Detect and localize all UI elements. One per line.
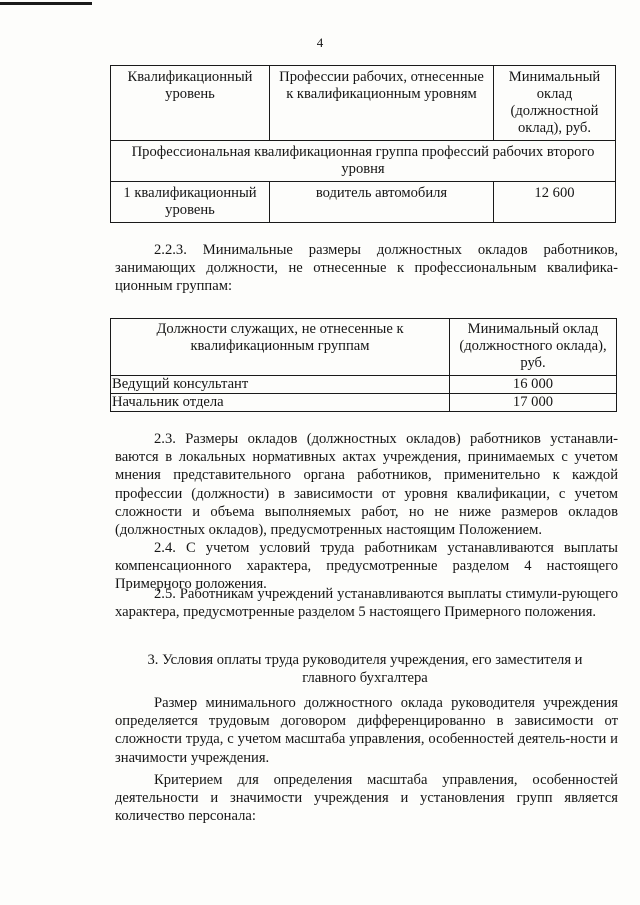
page-number: 4 — [316, 35, 324, 50]
cell-level: 1 квалификационный уровень — [111, 182, 270, 223]
section-3-title: 3. Условия оплаты труда руководителя учреждения, его заместителя и главного бухгалтера — [147, 652, 583, 687]
cell-salary: 16 000 — [450, 376, 617, 394]
paragraph-2-2-3: 2.2.3. Минимальные размеры должностных окладов работников, занимающих должности, не отнесенные к профессиональным квалифика-ционным группам: — [115, 242, 618, 295]
cell-position: Ведущий консультант — [111, 376, 450, 394]
table-header-row — [111, 66, 616, 141]
employee-salary-table — [110, 318, 617, 412]
table-row — [111, 394, 617, 412]
header-min-salary: Минимальный оклад (должностной оклад), руб. — [494, 66, 616, 141]
cell-salary: 12 600 — [494, 182, 616, 223]
table-header-row — [111, 319, 617, 376]
header-qualification-level: Квалификационный уровень — [111, 66, 270, 141]
table-row — [111, 376, 617, 394]
table-row — [111, 182, 616, 223]
header-min-salary: Минимальный оклад (должностного оклада), руб. — [450, 319, 617, 376]
paragraph-2-4: 2.4. С учетом условий труда работникам устанавливаются выплаты компенсационного характера, предусмотренные разделом 4 настоящего Примерного положения. — [115, 540, 618, 593]
paragraph-2-5: 2.5. Работникам учреждений устанавливаются выплаты стимули-рующего характера, предусмотренные разделом 5 настоящего Примерного положения. — [115, 586, 618, 621]
group-title: Профессиональная квалификационная группа профессий рабочих второго уровня — [111, 141, 616, 182]
worker-salary-table — [110, 65, 616, 223]
header-positions: Должности служащих, не отнесенные к квалификационным группам — [111, 319, 450, 376]
cell-profession: водитель автомобиля — [270, 182, 494, 223]
cell-position: Начальник отдела — [111, 394, 450, 412]
header-professions: Профессии рабочих, отнесенные к квалификационным уровням — [270, 66, 494, 141]
group-row — [111, 141, 616, 182]
paragraph-3-a: Размер минимального должностного оклада руководителя учреждения определяется трудовым договором дифференцированно в зависимости от сложности труда, с учетом масштаба управления, особенностей деятель-ности и значимости учреждения. — [115, 695, 618, 766]
paragraph-2-3: 2.3. Размеры окладов (должностных окладов) работников устанавли-ваются в локальных нормативных актах учреждения, принимаемых с учетом мнения представительного органа работников, применительно к каждой профессии (должности) в зависимости от уровня квалификации, с учетом сложности и объема выполняемых работ, но не ниже размеров окладов (должностных окладов), предусмотренных настоящим Положением. — [115, 431, 618, 539]
top-rule — [0, 2, 92, 5]
cell-salary: 17 000 — [450, 394, 617, 412]
paragraph-3-b: Критерием для определения масштаба управления, особенностей деятельности и значимости учреждения и установления групп является количество персонала: — [115, 772, 618, 825]
